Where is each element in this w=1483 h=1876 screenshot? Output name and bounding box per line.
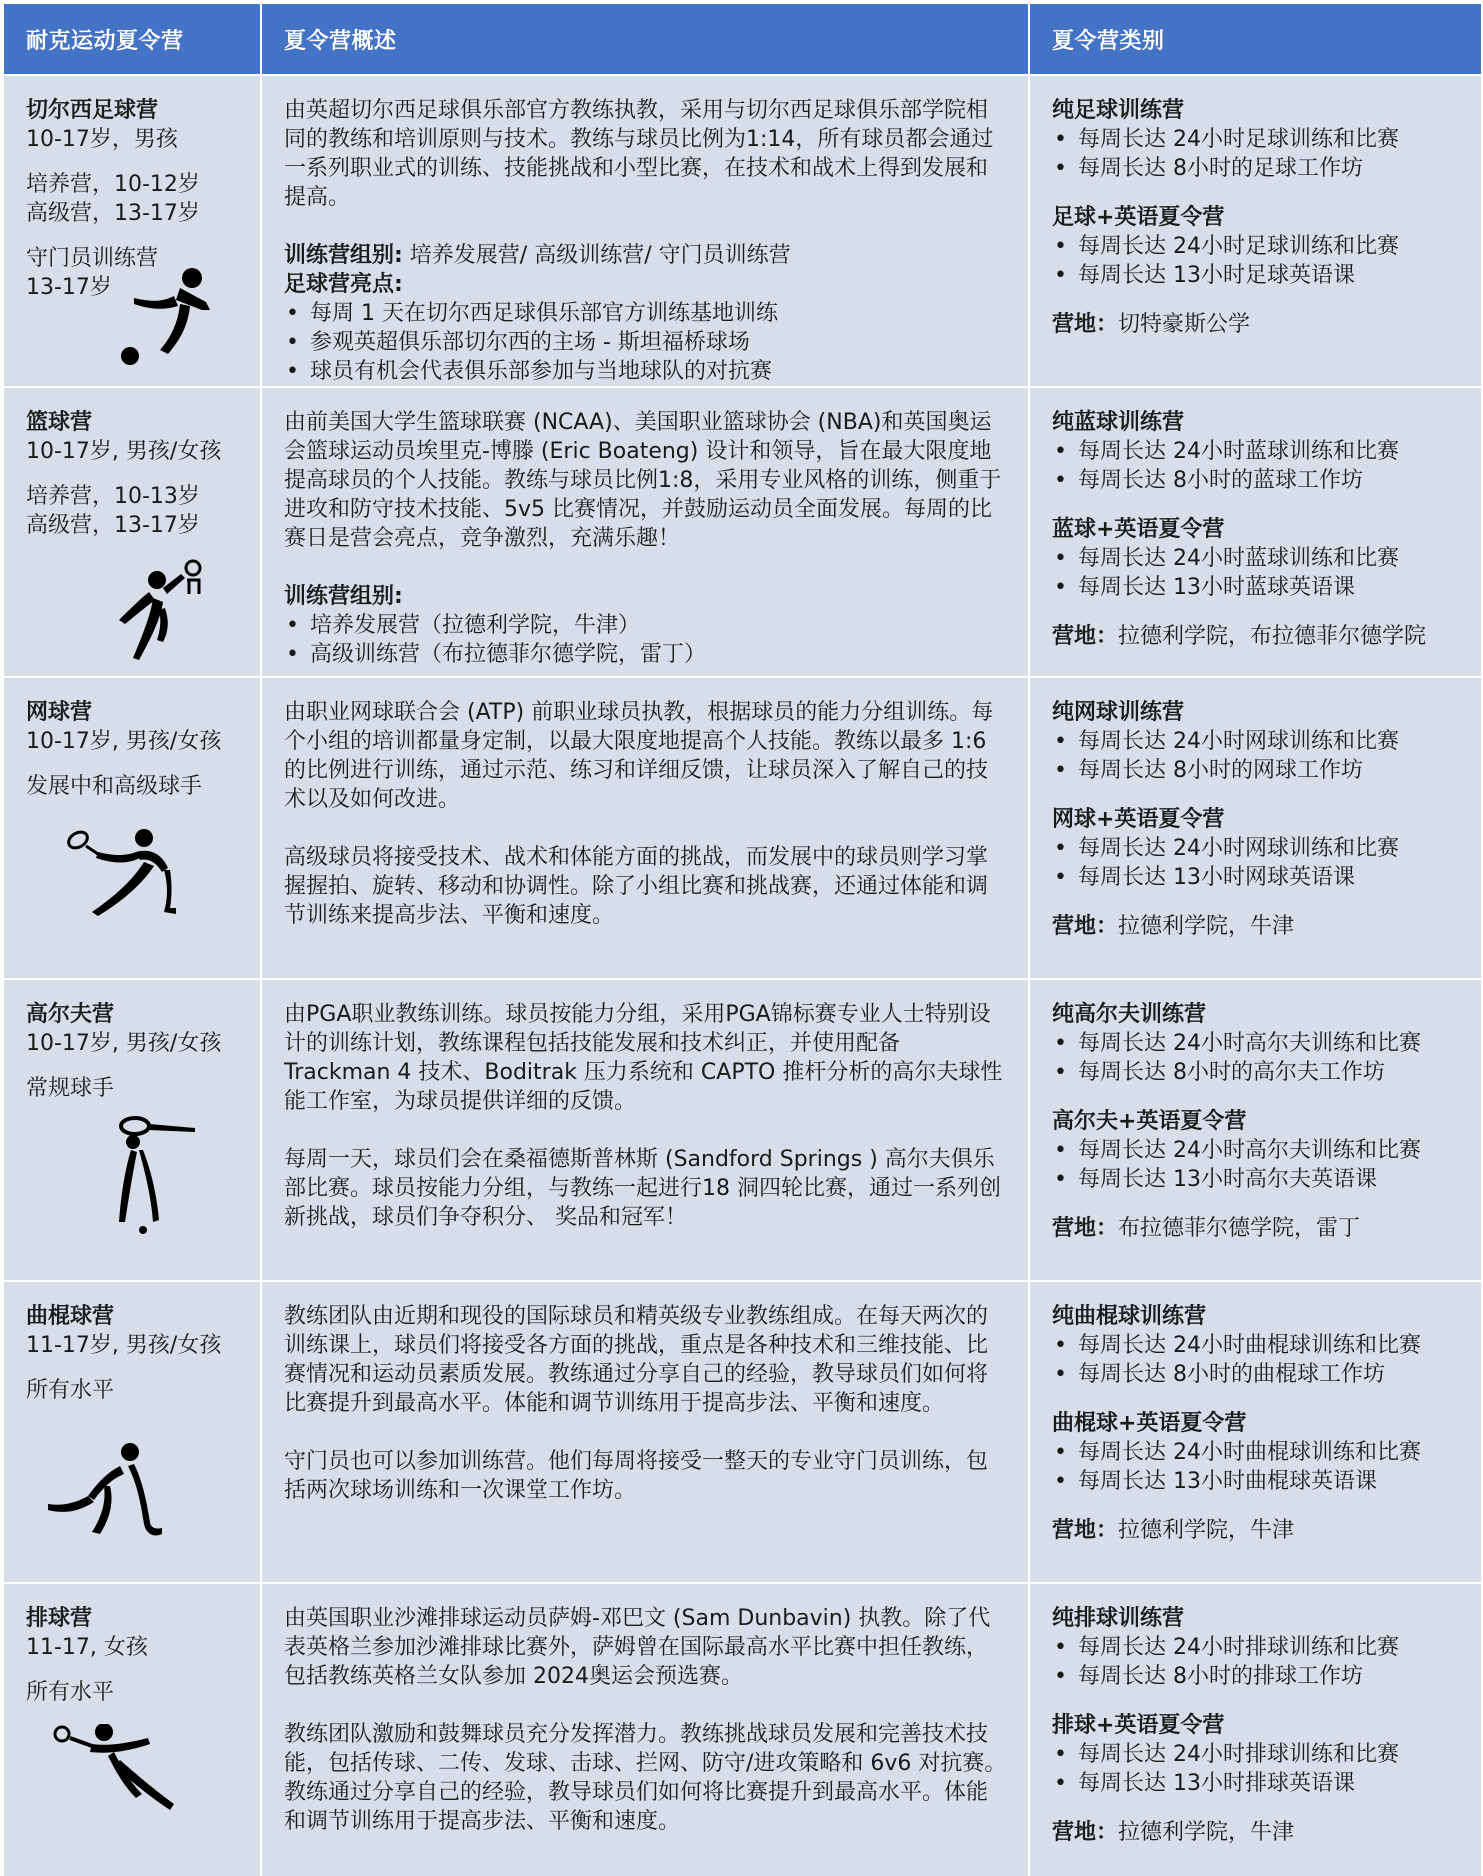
venue-line	[1052, 622, 1461, 651]
category-title: 纯蓝球训练营	[1052, 410, 1185, 435]
spacer	[26, 466, 240, 482]
camp-name-cell	[3, 1281, 261, 1583]
spacer	[1052, 602, 1461, 622]
tennis-player-icon	[64, 828, 184, 918]
camp-name: 篮球营	[26, 410, 93, 435]
list-item: • 每周长达 24小时高尔夫训练和比赛	[1052, 1136, 1461, 1165]
category-items	[1052, 1029, 1461, 1087]
volleyball-player-icon	[52, 1724, 182, 1814]
camp-name: 网球营	[26, 700, 93, 725]
spacer	[284, 1418, 1008, 1447]
spacer	[284, 1691, 1008, 1720]
highlights-label: 足球营亮点:	[284, 272, 403, 297]
spacer	[1052, 290, 1461, 310]
table-row	[3, 1281, 1482, 1583]
venue-text: 拉德利学院，牛津	[1118, 1820, 1295, 1845]
category-title: 高尔夫+英语夏令营	[1052, 1109, 1247, 1134]
basketball-player-icon	[109, 558, 209, 668]
overview-paragraph: 每周一天，球员们会在桑福德斯普林斯 (Sandford Springs ) 高尔夫俱乐部比赛。球员按能力分组，与教练一起进行18 洞四轮比赛，通过一系列创新挑战，球员们争夺积分、 奖品和冠军！	[284, 1147, 1001, 1230]
camp-info-line: 10-17岁, 男孩/女孩	[26, 729, 222, 754]
category-items	[1052, 125, 1461, 183]
category-title: 排球+英语夏令营	[1052, 1713, 1225, 1738]
category-title: 网球+英语夏令营	[1052, 807, 1225, 832]
camp-name-cell	[3, 387, 261, 677]
groups-text: 培养发展营/ 高级训练营/ 守门员训练营	[402, 243, 791, 268]
venue-text: 拉德利学院，牛津	[1118, 1518, 1295, 1543]
camp-info-line: 培养营，10-12岁	[26, 172, 200, 197]
category-items	[1052, 437, 1461, 495]
spacer	[26, 1058, 240, 1074]
venue-label: 营地：	[1052, 1216, 1119, 1241]
list-item: • 每周长达 24小时曲棍球训练和比赛	[1052, 1438, 1461, 1467]
camp-overview-cell	[261, 979, 1029, 1281]
list-item: • 每周 1 天在切尔西足球俱乐部官方训练基地训练	[284, 299, 1008, 328]
venue-line	[1052, 1818, 1461, 1847]
category-items	[1052, 834, 1461, 892]
camp-info-line: 所有水平	[26, 1378, 115, 1403]
camp-info-line: 发展中和高级球手	[26, 774, 203, 799]
overview-paragraph: 由前美国大学生篮球联赛 (NCAA)、美国职业篮球协会 (NBA)和英国奥运会篮球运动员埃里克-博滕 (Eric Boateng) 设计和领导，旨在最大限度地提高球员的个人技能。教练与球员比例1:8，采用专业风格的训练，侧重于进攻和防守技术技能、5v5 比赛情况，并鼓励运动员全面发展。每周的比赛日是营会亮点，竞争激烈，充满乐趣！	[284, 410, 1002, 551]
camp-info-line: 培养营，10-13岁	[26, 484, 200, 509]
venue-text: 拉德利学院，牛津	[1118, 914, 1295, 939]
header-overview: 夏令营概述	[261, 3, 1029, 75]
list-item: • 每周长达 13小时排球英语课	[1052, 1769, 1461, 1798]
spacer	[284, 212, 1008, 241]
list-item: • 每周长达 24小时网球训练和比赛	[1052, 727, 1461, 756]
list-item: • 每周长达 24小时足球训练和比赛	[1052, 232, 1461, 261]
camp-name: 排球营	[26, 1606, 93, 1631]
list-item: • 每周长达 8小时的曲棍球工作坊	[1052, 1360, 1461, 1389]
soccer-player-icon	[114, 266, 224, 366]
spacer	[284, 553, 1008, 582]
table-header-row	[3, 3, 1482, 75]
venue-line	[1052, 1214, 1461, 1243]
camp-info-line: 守门员训练营	[26, 246, 159, 271]
camp-info-line: 高级营，13-17岁	[26, 201, 200, 226]
list-item: • 每周长达 24小时蓝球训练和比赛	[1052, 544, 1461, 573]
camp-info-line: 10-17岁, 男孩/女孩	[26, 439, 222, 464]
camp-name-cell	[3, 677, 261, 979]
overview-paragraph: 由英国职业沙滩排球运动员萨姆-邓巴文 (Sam Dunbavin) 执教。除了代表英格兰参加沙滩排球比赛外，萨姆曾在国际最高水平比赛中担任教练，包括教练英格兰女队参加 2024奥运会预选赛。	[284, 1606, 991, 1689]
camp-overview-cell	[261, 1583, 1029, 1876]
category-title: 纯足球训练营	[1052, 98, 1185, 123]
camp-name: 高尔夫营	[26, 1002, 115, 1027]
list-item: • 每周长达 13小时网球英语课	[1052, 863, 1461, 892]
list-item: • 每周长达 24小时蓝球训练和比赛	[1052, 437, 1461, 466]
overview-paragraph: 守门员也可以参加训练营。他们每周将接受一整天的专业守门员训练，包括两次球场训练和一次课堂工作坊。	[284, 1449, 989, 1503]
camp-info-line: 10-17岁, 男孩/女孩	[26, 1031, 222, 1056]
overview-paragraph: 高级球员将接受技术、战术和体能方面的挑战，而发展中的球员则学习掌握握拍、旋转、移动和协调性。除了小组比赛和挑战赛，还通过体能和调节训练来提高步法、平衡和速度。	[284, 845, 989, 928]
camp-overview-cell	[261, 387, 1029, 677]
spacer	[1052, 1496, 1461, 1516]
spacer	[1052, 1194, 1461, 1214]
venue-label: 营地：	[1052, 914, 1119, 939]
list-item: • 每周长达 13小时曲棍球英语课	[1052, 1467, 1461, 1496]
header-camp-name: 耐克运动夏令营	[3, 3, 261, 75]
list-item: • 每周长达 24小时足球训练和比赛	[1052, 125, 1461, 154]
spacer	[284, 814, 1008, 843]
table-row	[3, 1583, 1482, 1876]
category-items	[1052, 232, 1461, 290]
golfer-icon	[109, 1110, 199, 1240]
camp-categories-cell	[1029, 387, 1482, 677]
overview-paragraph: 由职业网球联合会 (ATP) 前职业球员执教，根据球员的能力分组训练。每个小组的培训都量身定制，以最大限度地提高个人技能。教练以最多 1:6 的比例进行训练，通过示范、练习和详细反馈，让球员深入了解自己的技术以及如何改进。	[284, 700, 994, 812]
overview-bullets	[284, 611, 1008, 669]
list-item: • 每周长达 13小时蓝球英语课	[1052, 573, 1461, 602]
spacer	[26, 756, 240, 772]
camp-info-line: 11-17岁, 男孩/女孩	[26, 1333, 222, 1358]
spacer	[1052, 183, 1461, 203]
camp-table	[2, 2, 1483, 1876]
list-item: • 高级训练营（布拉德菲尔德学院，雷丁）	[284, 640, 1008, 669]
venue-text: 切特豪斯公学	[1118, 312, 1251, 337]
venue-line	[1052, 912, 1461, 941]
spacer	[1052, 892, 1461, 912]
venue-line	[1052, 310, 1461, 339]
spacer	[1052, 495, 1461, 515]
overview-paragraph: 由PGA职业教练训练。球员按能力分组，采用PGA锦标赛专业人士特别设计的训练计划，教练课程包括技能发展和技术纠正，并使用配备 Trackman 4 技术、Boditrak 压力系统和 CAPTO 推杆分析的高尔夫球性能工作室，为球员提供详细的反馈。	[284, 1002, 1003, 1114]
camp-categories-cell	[1029, 75, 1482, 387]
spacer	[284, 1116, 1008, 1145]
list-item: • 每周长达 8小时的排球工作坊	[1052, 1662, 1461, 1691]
category-title: 纯高尔夫训练营	[1052, 1002, 1207, 1027]
groups-label: 训练营组别:	[284, 243, 403, 268]
camp-overview-cell	[261, 75, 1029, 387]
venue-text: 拉德利学院，布拉德菲尔德学院	[1118, 624, 1427, 649]
category-title: 纯排球训练营	[1052, 1606, 1185, 1631]
overview-paragraph: 教练团队激励和鼓舞球员充分发挥潜力。教练挑战球员发展和完善技术技能，包括传球、二传、发球、击球、拦网、防守/进攻策略和 6v6 对抗赛。教练通过分享自己的经验，教导球员们如何将比赛提升到最高水平。体能和调节训练用于提高步法、平衡和速度。	[284, 1722, 1007, 1834]
category-title: 曲棍球+英语夏令营	[1052, 1411, 1247, 1436]
category-title: 蓝球+英语夏令营	[1052, 517, 1225, 542]
spacer	[1052, 1087, 1461, 1107]
list-item: • 每周长达 24小时高尔夫训练和比赛	[1052, 1029, 1461, 1058]
venue-text: 布拉德菲尔德学院，雷丁	[1118, 1216, 1361, 1241]
category-items	[1052, 1633, 1461, 1691]
category-title: 纯曲棍球训练营	[1052, 1304, 1207, 1329]
category-title: 纯网球训练营	[1052, 700, 1185, 725]
camp-info-line: 13-17岁	[26, 275, 112, 300]
venue-label: 营地：	[1052, 624, 1119, 649]
camp-info-line: 高级营，13-17岁	[26, 513, 200, 538]
list-item: • 每周长达 24小时排球训练和比赛	[1052, 1740, 1461, 1769]
list-item: • 每周长达 8小时的网球工作坊	[1052, 756, 1461, 785]
camp-info-line: 10-17岁，男孩	[26, 127, 178, 152]
overview-bullets	[284, 299, 1008, 386]
list-item: • 参观英超俱乐部切尔西的主场 - 斯坦福桥球场	[284, 328, 1008, 357]
spacer	[26, 228, 240, 244]
camp-name: 切尔西足球营	[26, 98, 159, 123]
list-item: • 每周长达 24小时曲棍球训练和比赛	[1052, 1331, 1461, 1360]
list-item: • 培养发展营（拉德利学院，牛津）	[284, 611, 1008, 640]
spacer	[1052, 785, 1461, 805]
camp-categories-cell	[1029, 1281, 1482, 1583]
table-row	[3, 979, 1482, 1281]
camp-categories-cell	[1029, 1583, 1482, 1876]
table-row	[3, 387, 1482, 677]
camp-name-cell	[3, 1583, 261, 1876]
overview-paragraph: 教练团队由近期和现役的国际球员和精英级专业教练组成。在每天两次的训练课上，球员们将接受各方面的挑战，重点是各种技术和三维技能、比赛情况和运动员素质发展。教练通过分享自己的经验，教导球员们如何将比赛提升到最高水平。体能和调节训练用于提高步法、平衡和速度。	[284, 1304, 989, 1416]
category-title: 足球+英语夏令营	[1052, 205, 1225, 230]
table-row	[3, 75, 1482, 387]
camp-overview-cell	[261, 1281, 1029, 1583]
camp-info-line: 所有水平	[26, 1680, 115, 1705]
category-items	[1052, 727, 1461, 785]
venue-label: 营地：	[1052, 1518, 1119, 1543]
venue-line	[1052, 1516, 1461, 1545]
list-item: • 每周长达 8小时的高尔夫工作坊	[1052, 1058, 1461, 1087]
list-item: • 球员有机会代表俱乐部参加与当地球队的对抗赛	[284, 357, 1008, 386]
camp-info-line: 11-17, 女孩	[26, 1635, 148, 1660]
camp-overview-cell	[261, 677, 1029, 979]
groups-line	[284, 582, 1008, 611]
camp-categories-cell	[1029, 979, 1482, 1281]
table-row	[3, 677, 1482, 979]
category-items	[1052, 1331, 1461, 1389]
groups-label: 训练营组别:	[284, 584, 403, 609]
camp-name-cell	[3, 979, 261, 1281]
camp-name: 曲棍球营	[26, 1304, 115, 1329]
spacer	[1052, 1691, 1461, 1711]
overview-paragraph: 由英超切尔西足球俱乐部官方教练执教，采用与切尔西足球俱乐部学院相同的教练和培训原则与技术。教练与球员比例为1:14，所有球员都会通过一系列职业式的训练、技能挑战和小型比赛，在技术和战术上得到发展和提高。	[284, 98, 994, 210]
list-item: • 每周长达 13小时足球英语课	[1052, 261, 1461, 290]
list-item: • 每周长达 24小时排球训练和比赛	[1052, 1633, 1461, 1662]
groups-line	[284, 241, 1008, 270]
camp-categories-cell	[1029, 677, 1482, 979]
spacer	[26, 1360, 240, 1376]
spacer	[26, 1662, 240, 1678]
category-items	[1052, 1136, 1461, 1194]
category-items	[1052, 544, 1461, 602]
category-items	[1052, 1740, 1461, 1798]
spacer	[1052, 1389, 1461, 1409]
hockey-player-icon	[44, 1442, 174, 1542]
venue-label: 营地：	[1052, 312, 1119, 337]
list-item: • 每周长达 8小时的蓝球工作坊	[1052, 466, 1461, 495]
camp-info-line: 常规球手	[26, 1076, 115, 1101]
spacer	[26, 154, 240, 170]
list-item: • 每周长达 8小时的足球工作坊	[1052, 154, 1461, 183]
category-items	[1052, 1438, 1461, 1496]
list-item: • 每周长达 24小时网球训练和比赛	[1052, 834, 1461, 863]
camp-name-cell	[3, 75, 261, 387]
header-categories: 夏令营类别	[1029, 3, 1482, 75]
list-item: • 每周长达 13小时高尔夫英语课	[1052, 1165, 1461, 1194]
venue-label: 营地：	[1052, 1820, 1119, 1845]
spacer	[1052, 1798, 1461, 1818]
